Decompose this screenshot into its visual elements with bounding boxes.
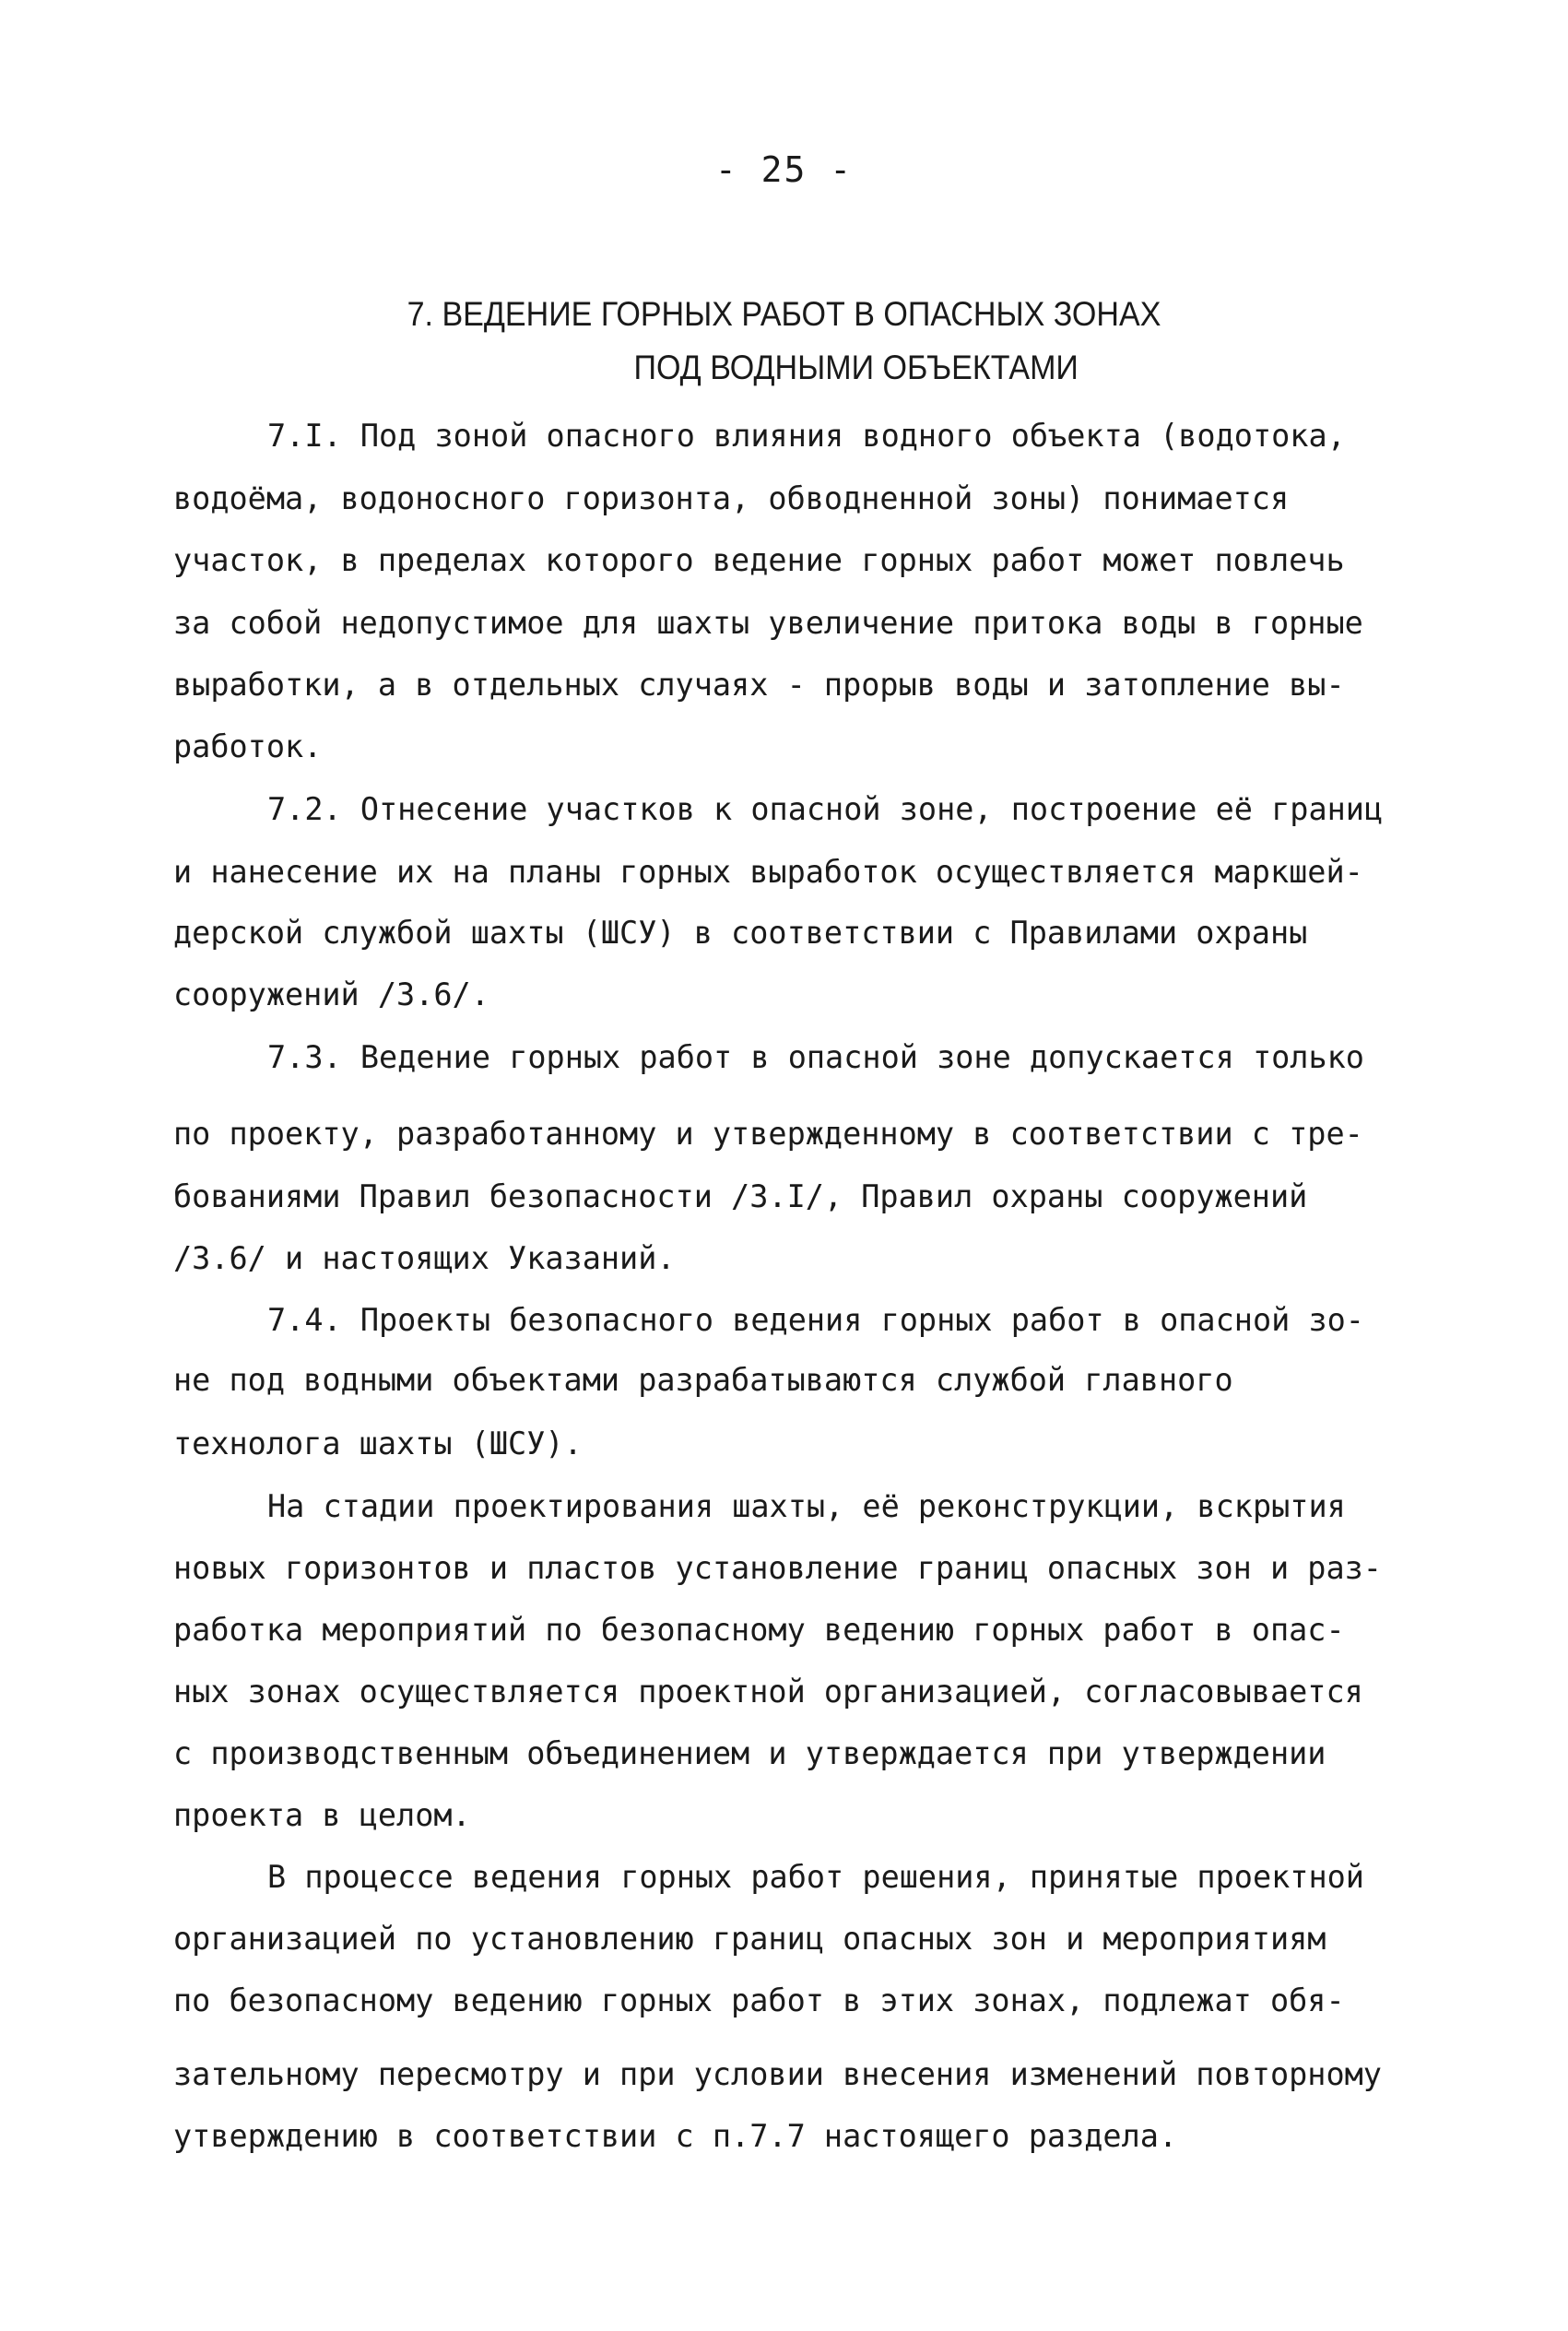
text-line: технолога шахты (ШСУ).: [173, 1426, 583, 1461]
text-line: проекта в целом.: [173, 1797, 471, 1833]
text-line: ных зонах осуществляется проектной организацией, согласовывается: [173, 1674, 1363, 1710]
text-line: работка мероприятий по безопасному ведению горных работ в опас-: [173, 1612, 1345, 1648]
section-title-line-1: 7. ВЕДЕНИЕ ГОРНЫХ РАБОТ В ОПАСНЫХ ЗОНАХ: [407, 295, 1161, 333]
text-line: выработки, а в отдельных случаях - прорыв воды и затопление вы-: [173, 667, 1345, 703]
section-title: [63, 288, 1505, 395]
text-line: не под водными объектами разрабатываются службой главного: [173, 1362, 1233, 1398]
section-title-line-2: ПОД ВОДНЫМИ ОБЪЕКТАМИ: [633, 349, 1079, 386]
text-line: 7.2. Отнесение участков к опасной зоне, построение её границ: [267, 791, 1384, 827]
text-line: работок.: [173, 728, 323, 764]
text-line: участок, в пределах которого ведение горных работ может повлечь: [173, 542, 1345, 578]
text-line: организацией по установлению границ опасных зон и мероприятиям: [173, 1921, 1326, 1957]
text-line: дерской службой шахты (ШСУ) в соответствии с Правилами охраны: [173, 915, 1308, 951]
text-line: по проекту, разработанному и утвержденному в соответствии с тре-: [173, 1116, 1363, 1152]
text-line: 7.3. Ведение горных работ в опасной зоне допускается только: [267, 1039, 1364, 1075]
text-line: бованиями Правил безопасности /3.I/, Правил охраны сооружений: [173, 1178, 1308, 1214]
text-line: сооружений /3.6/.: [173, 976, 489, 1012]
text-line: и нанесение их на планы горных выработок осуществляется маркшей-: [173, 854, 1363, 890]
text-line: по безопасному ведению горных работ в этих зонах, подлежат обя-: [173, 1982, 1345, 2018]
text-line: 7.I. Под зоной опасного влияния водного объекта (водотока,: [267, 418, 1346, 454]
text-line: В процессе ведения горных работ решения, принятые проектной: [267, 1859, 1364, 1895]
text-line: утверждению в соответствии с п.7.7 настоящего раздела.: [173, 2118, 1178, 2154]
page-number: - 25 -: [714, 149, 854, 190]
text-line: На стадии проектирования шахты, её реконструкции, вскрытия: [267, 1488, 1346, 1524]
text-line: за собой недопустимое для шахты увеличение притока воды в горные: [173, 605, 1363, 641]
text-line: 7.4. Проекты безопасного ведения горных работ в опасной зо-: [267, 1302, 1364, 1338]
text-line: /3.6/ и настоящих Указаний.: [173, 1240, 676, 1276]
text-line: новых горизонтов и пластов установление границ опасных зон и раз-: [173, 1550, 1382, 1586]
text-line: с производственным объединением и утверждается при утверждении: [173, 1735, 1326, 1771]
text-line: зательному пересмотру и при условии внесения изменений повторному: [173, 2056, 1382, 2092]
text-line: водоёма, водоносного горизонта, обводненной зоны) понимается: [173, 480, 1290, 516]
